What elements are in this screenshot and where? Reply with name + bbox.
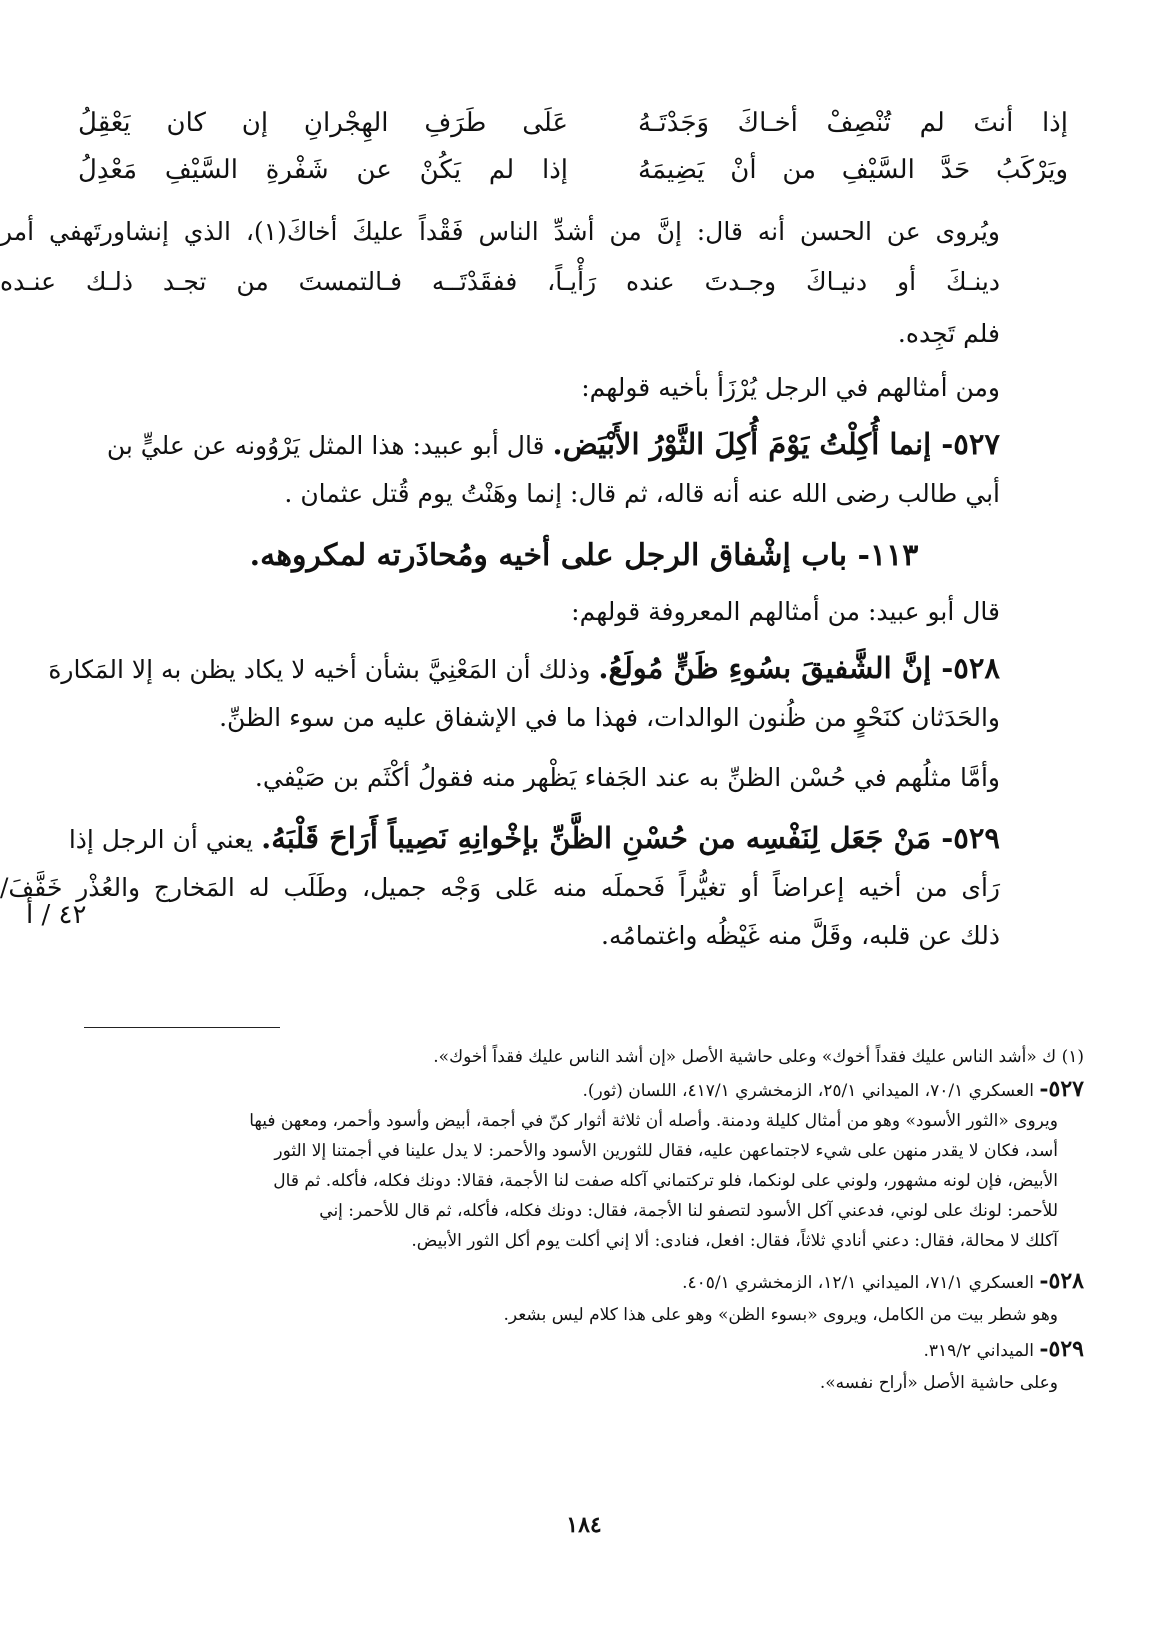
footnote-529-note: وعلى حاشية الأصل «أراح نفسه». [819,1373,1058,1393]
hasan-paragraph-line-2: دينـكَ أو دنيـاكَ وجـدتَ عنده رَأْيـاً، ففقَدْتَــه فـالتمستَ من تجـد ذلـك عنـده [0,267,1000,296]
footnote-529-sources: الميداني ٣١٩/٢. [923,1341,1034,1361]
footnote-529-reference [84,1334,1084,1366]
proverb-529-commentary: يعني أن الرجل إذا [68,825,254,854]
proverb-528-line-2: والحَدَثان كنَحْوٍ من ظُنون الوالدات، فهذا ما في الإشفاق عليه من سوء الظنِّ. [219,703,1000,732]
proverb-529-line-2: رَأى من أخيه إعراضاً أو تغيُّراً فَحملَه منه عَلى وَجْه جميل، وطَلَب له المَخارج والعُذْر خَفَّفَ/ [0,873,1000,902]
page-number: ١٨٤ [566,1512,602,1538]
footnote-528-reference [84,1266,1084,1298]
proverb-527-line-2: أبي طالب رضى الله عنه أنه قاله، ثم قال: إنما وهَنْتُ يوم قُتل عثمان . [284,479,1000,508]
footnote-527-line-5: آكلك لا محالة، فقال: دعني أنادي ثلاثاً، فقال: افعل، فنادى: ألا إني أكلت يوم أكل الثور الأبيض. [411,1231,1058,1251]
footnote-528-sources: العسكري ٧١/١، الميداني ١٢/١، الزمخشري ٤٠٥/١. [682,1273,1034,1293]
footnote-527-line-3: الأبيض، فإن لونه مشهور، ولوني على لونكما، فلو تركتماني آكله صفت لنا الأجمة، فقالا: دونك فكله، فأكله. ثم قال [273,1171,1058,1191]
intro-527: ومن أمثالهم في الرجل يُرْزَأ بأخيه قولهم: [581,373,1000,402]
footnote-1: (١) ك «أشد الناس عليك فقداً أخوك» وعلى حاشية الأصل «إن أشد الناس عليك فقداً أخوك». [433,1047,1084,1067]
hasan-paragraph-line-1: ويُروى عن الحسن أنه قال: إنَّ من أشدِّ الناس فَقْداً عليكَ أخاكَ(١)، الذي إنشاورتَهفي أمر [0,217,1001,246]
footnote-528-note: وهو شطر بيت من الكامل، ويروى «بسوء الظن» وهو على هذا كلام ليس بشعر. [503,1305,1058,1325]
footnote-527-line-1: ويروى «الثور الأسود» وهو من أمثال كليلة ودمنة. وأصله أن ثلاثة أثوار كنّ في أجمة، أبيض وأسود وأحمر، ومعهن فيها [249,1111,1058,1131]
footnote-528-number: ٥٢٨- [1039,1268,1084,1294]
verse-2-first-hemistich: ويَرْكَبُ حَدَّ السَّيْفِ من أنْ يَضِيمَهُ [638,155,1068,185]
footnote-529-number: ٥٢٩- [1039,1336,1084,1362]
proverb-527-line-1 [0,424,1000,466]
verse-2-second-hemistich: إذا لم يَكُنْ عن شَفْرةِ السَّيْفِ مَعْدِلُ [78,155,568,185]
proverb-529-line-3: ذلك عن قلبه، وقَلَّ منه غَيْظُه واغتمامُه. [601,921,1000,950]
verse-1-second-hemistich: عَلَى طَرَفِ الهِجْرانِ إن كان يَعْقِلُ [78,108,568,138]
intro-529: وأمَّا مثلُهم في حُسْن الظنِّ به عند الجَفاء يَظْهر منه فقولُ أكْثَم بن صَيْفي. [254,763,1000,792]
intro-528: قال أبو عبيد: من أمثالهم المعروفة قولهم: [571,597,1000,626]
footnote-527-reference [84,1074,1084,1106]
folio-margin-note: ٤٢ / أ [26,900,87,930]
proverb-528-commentary: وذلك أن المَعْنِيَّ بشأن أخيه لا يكاد يظن به إلا المَكارهَ [48,655,591,684]
verse-1-first-hemistich: إذا أنتَ لم تُنْصِفْ أخـاكَ وَجَدْتَـهُ [638,108,1068,138]
proverb-527: ٥٢٧- إنما أُكِلْتُ يَوْمَ أُكِلَ الثَّوْرُ الأَبْيَض. [552,427,1000,461]
footnote-separator [84,1027,280,1028]
hasan-paragraph-line-3: فلم تَجِده. [897,319,1000,348]
proverb-529: ٥٢٩- مَنْ جَعَل لِنَفْسِه من حُسْنِ الظَّنِّ بإخْوانِهِ نَصِيباً أَرَاحَ قَلْبَهُ. [261,821,1000,855]
footnote-527-number: ٥٢٧- [1039,1076,1084,1102]
proverb-528: ٥٢٨- إنَّ الشَّفيقَ بسُوءِ ظَنٍّ مُولَعُ. [598,651,1000,685]
proverb-528-line-1 [0,648,1000,690]
chapter-heading: ١١٣- باب إشْفاق الرجل على أخيه ومُحاذَرته لمكروهه. [249,538,919,573]
footnote-527-line-4: للأحمر: لونك على لوني، فدعني آكل الأسود لتصفو لنا الأجمة، فقال: دونك فكله، فأكله، ثم قال للأحمر: إني [319,1201,1058,1221]
footnote-527-sources: العسكري ٧٠/١، الميداني ٢٥/١، الزمخشري ٤١٧/١، اللسان (ثور). [582,1081,1034,1101]
proverb-529-line-1 [0,818,1000,860]
footnote-527-line-2: أسد، فكان لا يقدر منهن على شيء لاجتماعهن عليه، فقال للثورين الأسود والأحمر: لا يدل علينا في أجمتنا إلا الثور [274,1141,1058,1161]
proverb-527-commentary: قال أبو عبيد: هذا المثل يَرْوُونه عن عليٍّ بن [106,431,545,460]
